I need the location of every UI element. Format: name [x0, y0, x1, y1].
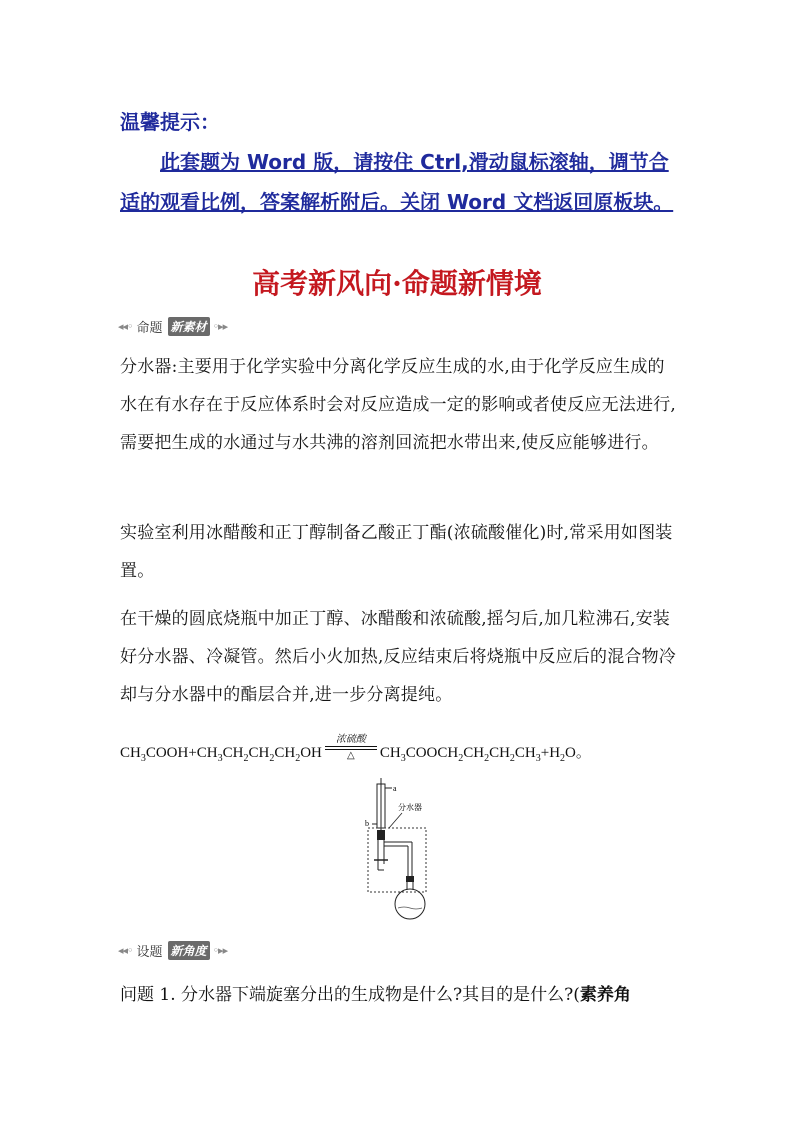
formula-text: COOH+CH — [145, 745, 218, 761]
formula-subscript: 3 — [217, 753, 223, 764]
formula-text: CH — [120, 745, 141, 761]
right-wing-icon: ◦▸▸ — [212, 943, 228, 957]
formula-text: CH — [379, 745, 401, 761]
right-wing-icon: ◦▸▸ — [212, 319, 228, 333]
reaction-arrow — [325, 734, 377, 762]
formula-subscript: 2 — [458, 753, 464, 764]
formula-text: CH — [248, 745, 270, 761]
label-b: b — [365, 819, 369, 828]
formula-subscript: 3 — [140, 753, 146, 764]
formula-text: CH — [514, 745, 536, 761]
section-tag-stamp: 新角度 — [168, 941, 210, 960]
equation-condition: △ — [347, 750, 355, 761]
formula-subscript: 2 — [269, 753, 275, 764]
formula-text: CH — [274, 745, 296, 761]
left-wing-icon: ◂◂◦ — [118, 319, 133, 333]
left-wing-icon: ◂◂◦ — [118, 943, 133, 957]
section-tag-new-material — [118, 316, 227, 336]
formula-subscript: 2 — [243, 753, 249, 764]
question-1 — [120, 980, 631, 1005]
section-tag-new-angle — [118, 940, 227, 960]
question-1-text: 问题 1. 分水器下端旋塞分出的生成物是什么?其目的是什么?( — [120, 985, 580, 1005]
formula-text: OH — [300, 745, 322, 761]
formula-text: COOCH — [405, 745, 459, 761]
formula-text: CH — [222, 745, 244, 761]
paragraph-3: 在干燥的圆底烧瓶中加正丁醇、冰醋酸和浓硫酸,摇匀后,加几粒沸石,安装好分水器、冷凝管。然后小火加热,反应结束后将烧瓶中反应后的混合物冷却与分水器中的酯层合并,进一步分离提纯。 — [120, 609, 677, 705]
section-tag-stamp: 新素材 — [168, 317, 210, 336]
section-tag-label: 命题 — [136, 320, 163, 336]
formula-text: CH — [463, 745, 485, 761]
section-tag-label: 设题 — [136, 944, 163, 960]
formula-subscript: 2 — [295, 753, 301, 764]
label-separator: 分水器 — [398, 803, 422, 812]
stopper — [377, 830, 385, 840]
formula-subscript: 2 — [484, 753, 490, 764]
formula-subscript: 2 — [509, 753, 515, 764]
paragraph-1: 分水器:主要用于化学实验中分离化学反应生成的水,由于化学反应生成的水在有水存在于反应体系时会对反应造成一定的影响或者使反应无法进行,需要把生成的水通过与水共沸的溶剂回流把水带出来,使反应能够进行。 — [120, 357, 677, 453]
formula-subscript: 2 — [560, 753, 566, 764]
equation-right — [380, 741, 591, 764]
label-a: a — [393, 784, 397, 793]
formula-subscript: 3 — [400, 753, 406, 764]
tip-body[interactable]: 此套题为 Word 版，请按住 Ctrl,滑动鼠标滚轴，调节合适的观看比例，答案解析附后。关闭 Word 文档返回原板块。 — [120, 150, 674, 214]
chemical-equation — [120, 736, 591, 764]
tip-title: 温馨提示： — [120, 110, 220, 134]
paragraph-2: 实验室利用冰醋酸和正丁醇制备乙酸正丁酯(浓硫酸催化)时,常采用如图装置。 — [120, 523, 673, 581]
formula-text: +H — [540, 745, 561, 761]
formula-text: O。 — [565, 745, 591, 761]
equation-catalyst: 浓硫酸 — [335, 734, 366, 745]
apparatus-diagram — [356, 776, 438, 922]
formula-text: CH — [489, 745, 510, 761]
main-title: 高考新风向·命题新情境 — [252, 267, 542, 300]
formula-subscript: 3 — [535, 753, 541, 764]
equation-left — [120, 745, 322, 764]
round-bottom-flask — [395, 889, 425, 919]
question-1-bold: 素养角 — [579, 985, 631, 1005]
